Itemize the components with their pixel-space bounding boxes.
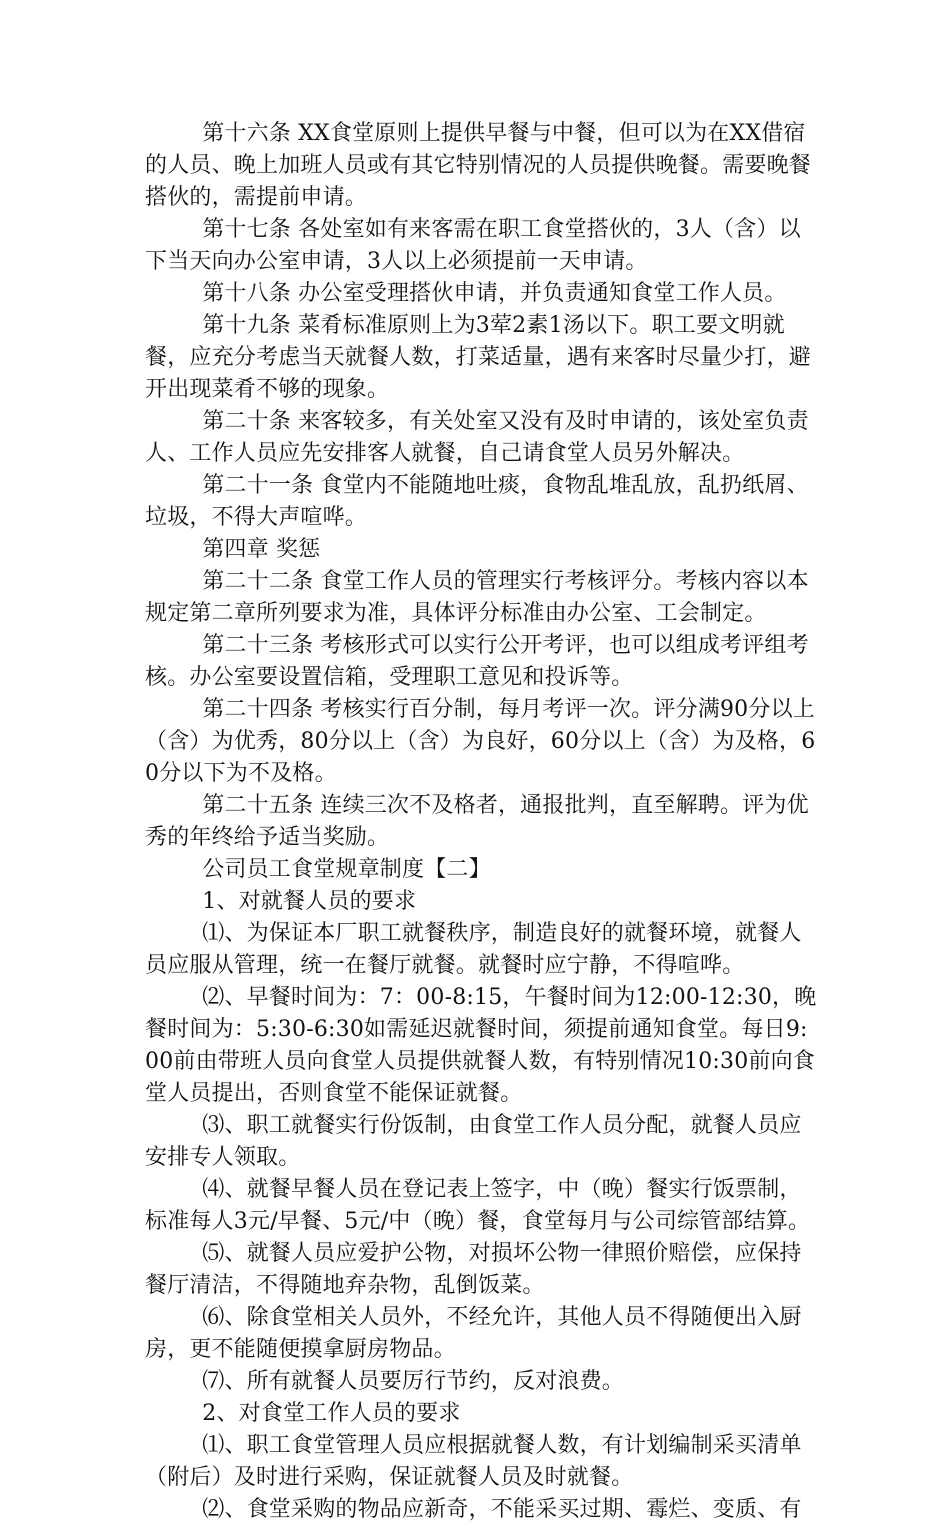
paragraph-article-16: 第十六条 XX食堂原则上提供早餐与中餐，但可以为在XX借宿的人员、晚上加班人员或有其它特别情况的人员提供晚餐。需要晚餐搭伙的，需提前申请。 bbox=[145, 121, 812, 210]
paragraph-article-18: 第十八条 办公室受理搭伙申请，并负责通知食堂工作人员。 bbox=[202, 281, 787, 306]
paragraph-article-19: 第十九条 菜肴标准原则上为3荤2素1汤以下。职工要文明就餐，应充分考虑当天就餐人数，打菜适量，遇有来客时尽量少打，避开出现菜肴不够的现象。 bbox=[145, 313, 812, 402]
subsection-heading-diners: 1、对就餐人员的要求 bbox=[202, 889, 417, 914]
section-title: 公司员工食堂规章制度【二】 bbox=[202, 857, 491, 882]
paragraph-article-20: 第二十条 来客较多，有关处室又没有及时申请的，该处室负责人、工作人员应先安排客人就餐，自己请食堂人员另外解决。 bbox=[145, 409, 809, 466]
list-item: ⑹、除食堂相关人员外，不经允许，其他人员不得随便出入厨房，更不能随便摸拿厨房物品。 bbox=[145, 1305, 802, 1362]
list-item: ⑴、职工食堂管理人员应根据就餐人数，有计划编制采买清单（附后）及时进行采购，保证就餐人员及时就餐。 bbox=[145, 1433, 802, 1490]
list-item: ⑶、职工就餐实行份饭制，由食堂工作人员分配，就餐人员应安排专人领取。 bbox=[145, 1113, 802, 1170]
subsection-heading-staff: 2、对食堂工作人员的要求 bbox=[202, 1401, 461, 1426]
list-item: ⑷、就餐早餐人员在登记表上签字，中（晚）餐实行饭票制，标准每人3元/早餐、5元/中（晚）餐，食堂每月与公司综管部结算。 bbox=[145, 1177, 811, 1234]
paragraph-article-25: 第二十五条 连续三次不及格者，通报批判，直至解聘。评为优秀的年终给予适当奖励。 bbox=[145, 793, 809, 850]
paragraph-article-21: 第二十一条 食堂内不能随地吐痰，食物乱堆乱放，乱扔纸屑、垃圾，不得大声喧哗。 bbox=[145, 473, 809, 530]
document-page bbox=[145, 118, 817, 1526]
list-item: ⑵、早餐时间为：7：00-8:15，午餐时间为12:00-12:30，晚餐时间为：5:30-6:30如需延迟就餐时间，须提前通知食堂。每日9:00前由带班人员向食堂人员提供就餐人数，有特别情况10:30前向食堂人员提出，否则食堂不能保证就餐。 bbox=[145, 985, 817, 1106]
paragraph-article-22: 第二十二条 食堂工作人员的管理实行考核评分。考核内容以本规定第二章所列要求为准，具体评分标准由办公室、工会制定。 bbox=[145, 569, 809, 626]
paragraph-article-24: 第二十四条 考核实行百分制，每月考评一次。评分满90分以上（含）为优秀，80分以上（含）为良好，60分以上（含）为及格，60分以下为不及格。 bbox=[145, 697, 816, 786]
paragraph-article-23: 第二十三条 考核形式可以实行公开考评，也可以组成考评组考核。办公室要设置信箱，受理职工意见和投诉等。 bbox=[145, 633, 809, 690]
paragraph-article-17: 第十七条 各处室如有来客需在职工食堂搭伙的，3人（含）以下当天向办公室申请，3人以上必须提前一天申请。 bbox=[145, 217, 801, 274]
list-item: ⑸、就餐人员应爱护公物，对损坏公物一律照价赔偿，应保持餐厅清洁，不得随地弃杂物，乱倒饭菜。 bbox=[145, 1241, 802, 1298]
list-item: ⑴、为保证本厂职工就餐秩序，制造良好的就餐环境，就餐人员应服从管理，统一在餐厅就餐。就餐时应宁静，不得喧哗。 bbox=[145, 921, 802, 978]
list-item: ⑵、食堂采购的物品应新奇，不能采买过期、霉烂、变质、有 bbox=[202, 1497, 802, 1522]
chapter-heading: 第四章 奖惩 bbox=[202, 537, 321, 562]
list-item: ⑺、所有就餐人员要厉行节约，反对浪费。 bbox=[202, 1369, 624, 1394]
